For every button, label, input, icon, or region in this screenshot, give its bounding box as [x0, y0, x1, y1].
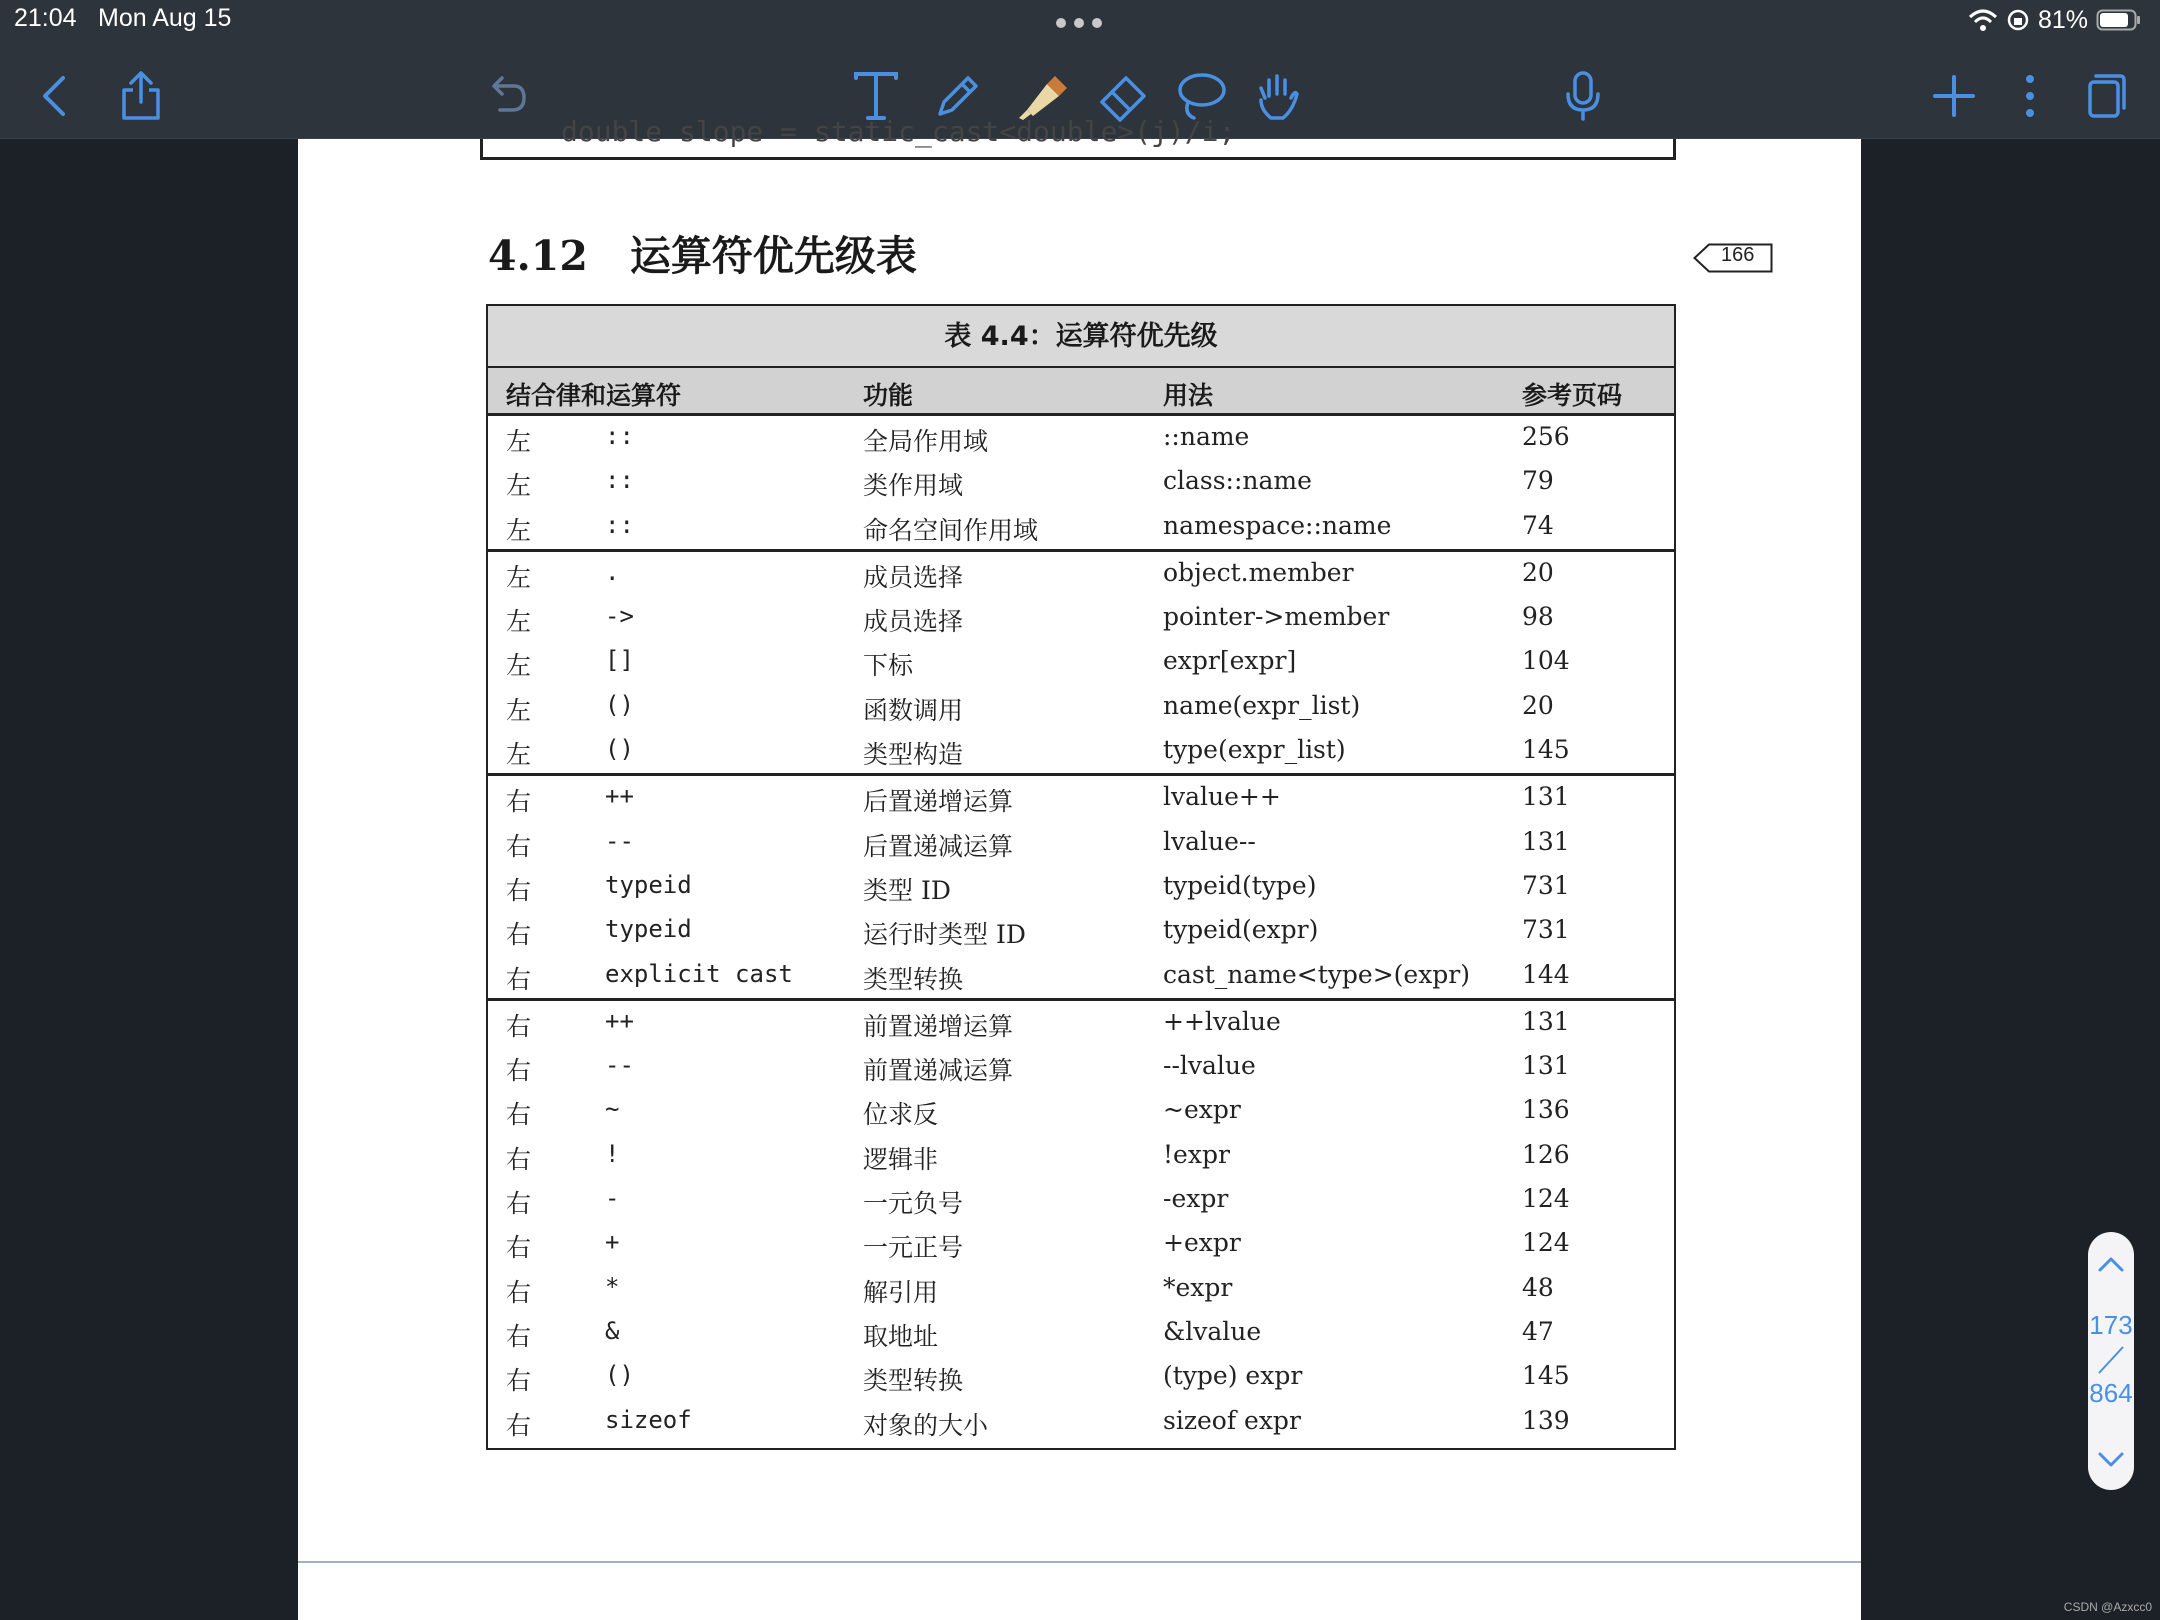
- cell-assoc: 右: [506, 1011, 532, 1041]
- table-row: [488, 596, 1674, 640]
- table-row: [488, 1267, 1674, 1311]
- cell-usage: namespace::name: [1163, 510, 1392, 540]
- cell-page: 256: [1522, 422, 1570, 451]
- watermark: CSDN @Azxcc0: [2063, 1600, 2152, 1614]
- cell-page: 126: [1522, 1139, 1570, 1169]
- cell-usage: name(expr_list): [1163, 690, 1361, 720]
- cell-assoc: 右: [506, 1277, 532, 1307]
- table-row-group: [488, 552, 1674, 776]
- cell-function: 前置递增运算: [863, 1011, 1014, 1041]
- table-row: [488, 460, 1674, 504]
- cell-page: 79: [1522, 466, 1554, 496]
- back-icon: [39, 74, 69, 118]
- table-row: [488, 552, 1674, 596]
- chevron-up-icon[interactable]: [2097, 1254, 2125, 1274]
- cell-usage: -expr: [1163, 1184, 1229, 1214]
- cell-assoc: 左: [506, 471, 532, 501]
- table-row: [488, 1400, 1674, 1444]
- cell-operator: ::: [605, 466, 634, 495]
- cell-assoc: 左: [506, 695, 532, 725]
- table-row: [488, 729, 1674, 773]
- cell-usage: object.member: [1163, 557, 1354, 587]
- cell-assoc: 左: [506, 607, 532, 637]
- cell-assoc: 右: [506, 1100, 532, 1130]
- header-page: 参考页码: [1522, 381, 1623, 410]
- table-row: [488, 1134, 1674, 1178]
- cell-function: 成员选择: [863, 562, 964, 592]
- cell-page: 139: [1522, 1405, 1570, 1435]
- document-page[interactable]: [298, 115, 1861, 1620]
- precedence-table: [486, 304, 1676, 1450]
- cell-operator: (): [605, 690, 634, 719]
- cell-function: 后置递增运算: [863, 787, 1014, 817]
- cell-usage: ++lvalue: [1163, 1006, 1281, 1036]
- previous-code-box: [480, 115, 1676, 160]
- cell-operator: []: [605, 646, 634, 675]
- page-reference-tag: [1693, 243, 1773, 273]
- cell-page: 131: [1522, 782, 1570, 812]
- cell-page: 47: [1522, 1316, 1554, 1346]
- cell-page: 20: [1522, 557, 1554, 587]
- cell-function: 类型转换: [863, 1366, 964, 1396]
- cell-usage: (type) expr: [1163, 1361, 1303, 1391]
- cell-function: 下标: [863, 651, 914, 681]
- section-title: 运算符优先级表: [629, 232, 917, 280]
- cell-operator: ::: [605, 422, 634, 450]
- table-row-group: [488, 776, 1674, 1000]
- cell-usage: lvalue++: [1163, 782, 1281, 812]
- cell-function: 前置递减运算: [863, 1056, 1014, 1086]
- table-row: [488, 1045, 1674, 1089]
- wifi-icon: [1968, 8, 1998, 32]
- table-row: [488, 1089, 1674, 1133]
- cell-page: 20: [1522, 690, 1554, 720]
- cell-assoc: 左: [506, 515, 532, 545]
- cell-usage: typeid(expr): [1163, 915, 1319, 945]
- header-func: 功能: [863, 381, 914, 410]
- cell-function: 取地址: [863, 1321, 939, 1351]
- cell-operator: sizeof: [605, 1405, 692, 1434]
- cell-usage: pointer->member: [1163, 602, 1390, 632]
- cell-function: 类作用域: [863, 471, 964, 501]
- battery-percent: 81%: [2037, 5, 2088, 34]
- cell-operator: &: [605, 1316, 620, 1345]
- cell-function: 对象的大小: [863, 1410, 989, 1440]
- cell-operator: ++: [605, 782, 634, 811]
- undo-icon: [486, 74, 530, 118]
- pages-icon: [2084, 72, 2128, 120]
- cell-usage: *expr: [1163, 1272, 1233, 1302]
- share-icon: [119, 70, 163, 122]
- cell-usage: cast_name<type>(expr): [1163, 959, 1471, 989]
- cell-function: 位求反: [863, 1100, 939, 1130]
- cell-assoc: 右: [506, 1366, 532, 1396]
- microphone-icon: [1563, 70, 1603, 122]
- more-button[interactable]: [2000, 66, 2060, 126]
- cell-function: 类型转换: [863, 964, 964, 994]
- cell-page: 124: [1522, 1228, 1570, 1258]
- undo-button[interactable]: [478, 66, 538, 126]
- current-page-number: 173: [2089, 1310, 2133, 1340]
- cell-page: 124: [1522, 1184, 1570, 1214]
- table-header: [488, 368, 1674, 416]
- table-row: [488, 1001, 1674, 1045]
- cell-page: 131: [1522, 1051, 1570, 1081]
- cell-operator: !: [605, 1139, 620, 1168]
- table-row: [488, 416, 1674, 460]
- cell-usage: --lvalue: [1163, 1051, 1256, 1081]
- cell-usage: sizeof expr: [1163, 1405, 1301, 1435]
- cell-assoc: 右: [506, 964, 532, 994]
- table-row: [488, 821, 1674, 865]
- table-row: [488, 505, 1674, 549]
- cell-assoc: 右: [506, 1144, 532, 1174]
- cell-assoc: 右: [506, 1410, 532, 1440]
- cell-function: 全局作用域: [863, 427, 989, 456]
- cell-usage: lvalue--: [1163, 826, 1256, 856]
- status-indicators: [1968, 4, 2142, 36]
- cell-assoc: 左: [506, 651, 532, 681]
- cell-operator: ::: [605, 510, 634, 539]
- page-bottom-rule: [298, 1561, 1861, 1563]
- cell-operator: typeid: [605, 870, 692, 899]
- section-heading: [488, 223, 917, 282]
- cell-operator: (): [605, 1361, 634, 1390]
- cell-assoc: 左: [506, 427, 532, 456]
- previous-code-line: double slope = static_cast<double>(j)/i;: [561, 115, 1236, 148]
- cell-assoc: 右: [506, 1056, 532, 1086]
- header-usage: 用法: [1163, 381, 1214, 410]
- cell-operator: typeid: [605, 915, 692, 944]
- orientation-lock-icon: [2006, 8, 2030, 32]
- cell-operator: ++: [605, 1006, 634, 1035]
- cell-function: 类型构造: [863, 740, 964, 770]
- cell-function: 运行时类型 ID: [863, 920, 1026, 950]
- cell-function: 逻辑非: [863, 1144, 939, 1174]
- table-row: [488, 1178, 1674, 1222]
- cell-operator: (): [605, 735, 634, 764]
- header-assoc: 结合律和运算符: [506, 381, 682, 410]
- cell-page: 74: [1522, 510, 1554, 540]
- section-number: 4.12: [488, 232, 588, 280]
- cell-page: 145: [1522, 735, 1570, 765]
- table-row-group: [488, 416, 1674, 552]
- cell-operator: --: [605, 1051, 634, 1080]
- cell-operator: explicit cast: [605, 959, 793, 988]
- cell-operator: +: [605, 1228, 620, 1257]
- cell-operator: *: [605, 1272, 620, 1301]
- status-date: Mon Aug 15: [98, 4, 232, 32]
- table-row: [488, 954, 1674, 998]
- cell-operator: .: [605, 557, 620, 586]
- share-button[interactable]: [111, 66, 171, 126]
- table-caption: 表 4.4：运算符优先级: [488, 306, 1674, 368]
- cell-page: 48: [1522, 1272, 1554, 1302]
- cell-usage: !expr: [1163, 1139, 1230, 1169]
- page-navigator[interactable]: [2088, 1232, 2134, 1490]
- cell-page: 136: [1522, 1095, 1570, 1125]
- cell-operator: ->: [605, 602, 634, 631]
- cell-page: 731: [1522, 915, 1570, 945]
- cell-assoc: 右: [506, 920, 532, 950]
- table-row: [488, 776, 1674, 820]
- cell-page: 98: [1522, 602, 1554, 632]
- cell-function: 一元正号: [863, 1233, 964, 1263]
- cell-page: 104: [1522, 646, 1570, 676]
- add-icon: [1932, 74, 1976, 118]
- status-time: 21:04: [14, 4, 77, 32]
- cell-assoc: 右: [506, 831, 532, 861]
- cell-operator: ~: [605, 1095, 620, 1124]
- table-row-group: [488, 1001, 1674, 1444]
- cell-assoc: 右: [506, 787, 532, 817]
- cell-usage: &lvalue: [1163, 1316, 1262, 1346]
- cell-operator: --: [605, 826, 634, 855]
- cell-usage: ~expr: [1163, 1095, 1241, 1125]
- chevron-down-icon[interactable]: [2097, 1450, 2125, 1470]
- add-button[interactable]: [1924, 66, 1984, 126]
- cell-assoc: 右: [506, 1233, 532, 1263]
- cell-function: 函数调用: [863, 695, 964, 725]
- pages-button[interactable]: [2076, 66, 2136, 126]
- table-row: [488, 1222, 1674, 1266]
- page-separator: [2097, 1345, 2125, 1375]
- cell-page: 131: [1522, 826, 1570, 856]
- cell-assoc: 右: [506, 1321, 532, 1351]
- table-row: [488, 1355, 1674, 1399]
- table-body: [488, 416, 1674, 1444]
- hand-tool-button[interactable]: [1248, 66, 1308, 126]
- back-button[interactable]: [24, 66, 84, 126]
- cell-function: 解引用: [863, 1277, 939, 1307]
- cell-page: 145: [1522, 1361, 1570, 1391]
- battery-icon: [2096, 8, 2142, 32]
- cell-assoc: 右: [506, 1189, 532, 1219]
- cell-usage: type(expr_list): [1163, 735, 1346, 765]
- total-pages-number: 864: [2089, 1378, 2133, 1408]
- cell-usage: typeid(type): [1163, 870, 1317, 900]
- cell-operator: -: [605, 1184, 620, 1213]
- cell-page: 131: [1522, 1006, 1570, 1036]
- cell-function: 类型 ID: [863, 875, 951, 905]
- cell-page: 731: [1522, 870, 1570, 900]
- multitasking-dots-icon[interactable]: [1055, 17, 1103, 29]
- cell-function: 一元负号: [863, 1189, 964, 1219]
- cell-page: 144: [1522, 959, 1570, 989]
- microphone-button[interactable]: [1553, 66, 1613, 126]
- cell-assoc: 左: [506, 740, 532, 770]
- table-row: [488, 1311, 1674, 1355]
- cell-assoc: 右: [506, 875, 532, 905]
- cell-function: 命名空间作用域: [863, 515, 1039, 545]
- cell-assoc: 左: [506, 562, 532, 592]
- cell-usage: ::name: [1163, 422, 1250, 451]
- cell-usage: +expr: [1163, 1228, 1241, 1258]
- hand-icon: [1253, 70, 1303, 122]
- cell-function: 成员选择: [863, 607, 964, 637]
- cell-function: 后置递减运算: [863, 831, 1014, 861]
- table-row: [488, 640, 1674, 684]
- table-row: [488, 909, 1674, 953]
- cell-usage: expr[expr]: [1163, 646, 1297, 676]
- table-row: [488, 685, 1674, 729]
- page-reference-number: 166: [1721, 244, 1755, 266]
- table-row: [488, 865, 1674, 909]
- cell-usage: class::name: [1163, 466, 1312, 496]
- more-icon: [2024, 74, 2036, 118]
